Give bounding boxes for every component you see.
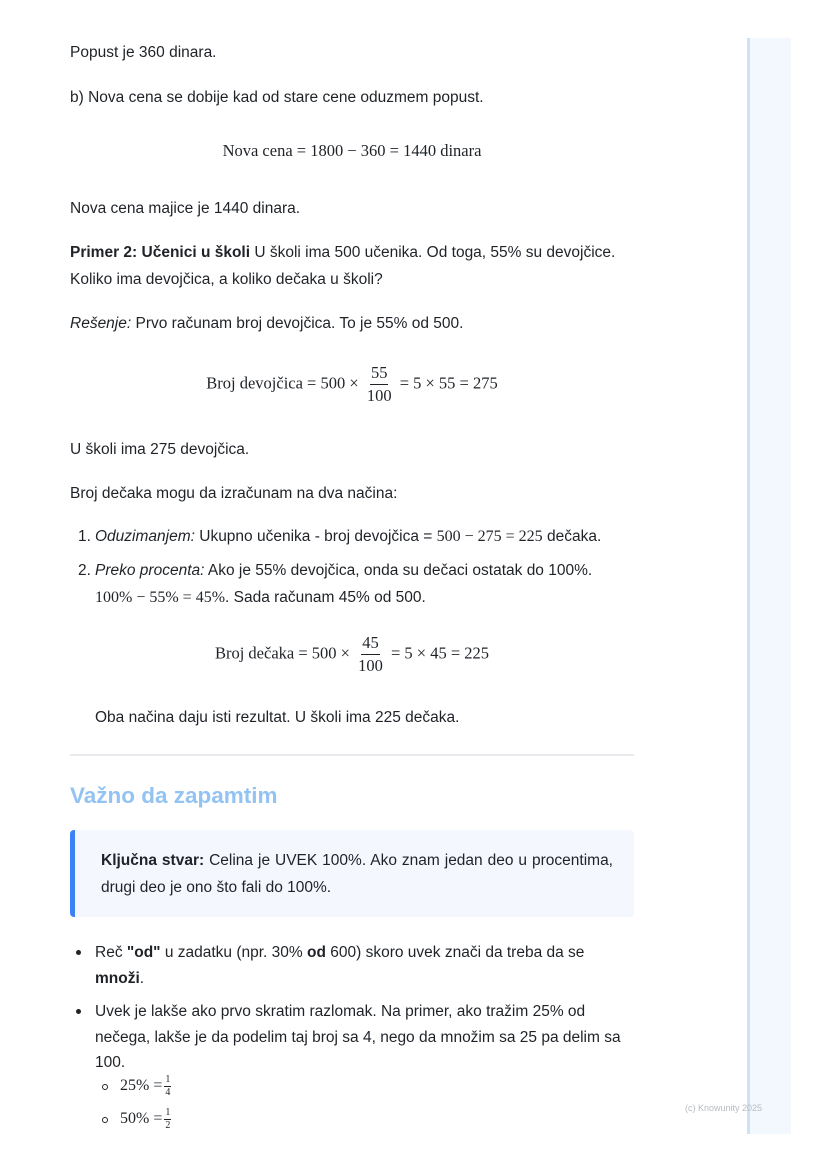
paragraph-popust: Popust je 360 dinara. — [70, 44, 217, 61]
primer-2-title: Primer 2: Učenici u školi — [70, 244, 251, 261]
callout-label: Ključna stvar: — [101, 852, 205, 869]
paragraph-devojcice-result: U školi ima 275 devojčica. — [70, 441, 250, 458]
copyright-watermark: (c) Knowunity 2025 — [685, 1103, 763, 1113]
section-divider — [70, 754, 634, 756]
side-margin-strip — [747, 38, 791, 1134]
fraction-55-100: $\frac{55}{100}$ — [366, 363, 392, 406]
callout-text: Celina je UVEK 100%. Ako znam jedan deo u procentima, drugi deo je ono što fali do 100%. — [101, 852, 613, 896]
resenje-label: Rešenje: — [70, 315, 132, 332]
equation-nova-cena: Nova cena = 1800 − 360 = 1440 dinara — [222, 141, 482, 160]
circle-bullet-icon — [102, 1117, 108, 1123]
equation-broj-decaka: Broj dečaka = 500 × $\frac{45}{100}$ = 5 × 45 = 225 — [214, 633, 490, 676]
circle-bullet-icon — [102, 1084, 108, 1090]
paragraph-resenje — [70, 310, 634, 337]
bullet-icon — [76, 950, 81, 955]
key-point-callout — [70, 830, 634, 917]
primer-2-text: U školi ima 500 učenika. Od toga, 55% su devojčice. Koliko ima devojčica, a koliko dečaka u školi? — [70, 244, 616, 288]
paragraph-primer-2 — [70, 239, 634, 293]
equation-broj-devojcica: Broj devojčica = 500 × $\frac{55}{100}$ = 5 × 55 = 275 — [206, 363, 498, 406]
paragraph-decaci-intro: Broj dečaka mogu da izračunam na dva načina: — [70, 485, 398, 502]
paragraph-nova-cena-result: Nova cena majice je 1440 dinara. — [70, 200, 301, 217]
section-heading: Važno da zapamtim — [70, 783, 278, 808]
paragraph-nova-cena-intro: b) Nova cena se dobije kad od stare cene oduzmem popust. — [70, 89, 484, 106]
bullet-icon — [76, 1009, 81, 1014]
paragraph-zakljucak: Oba načina daju isti rezultat. U školi ima 225 dečaka. — [95, 709, 460, 726]
fraction-45-100: $\frac{45}{100}$ — [358, 633, 383, 676]
resenje-text: Prvo računam broj devojčica. To je 55% od 500. — [131, 315, 464, 332]
